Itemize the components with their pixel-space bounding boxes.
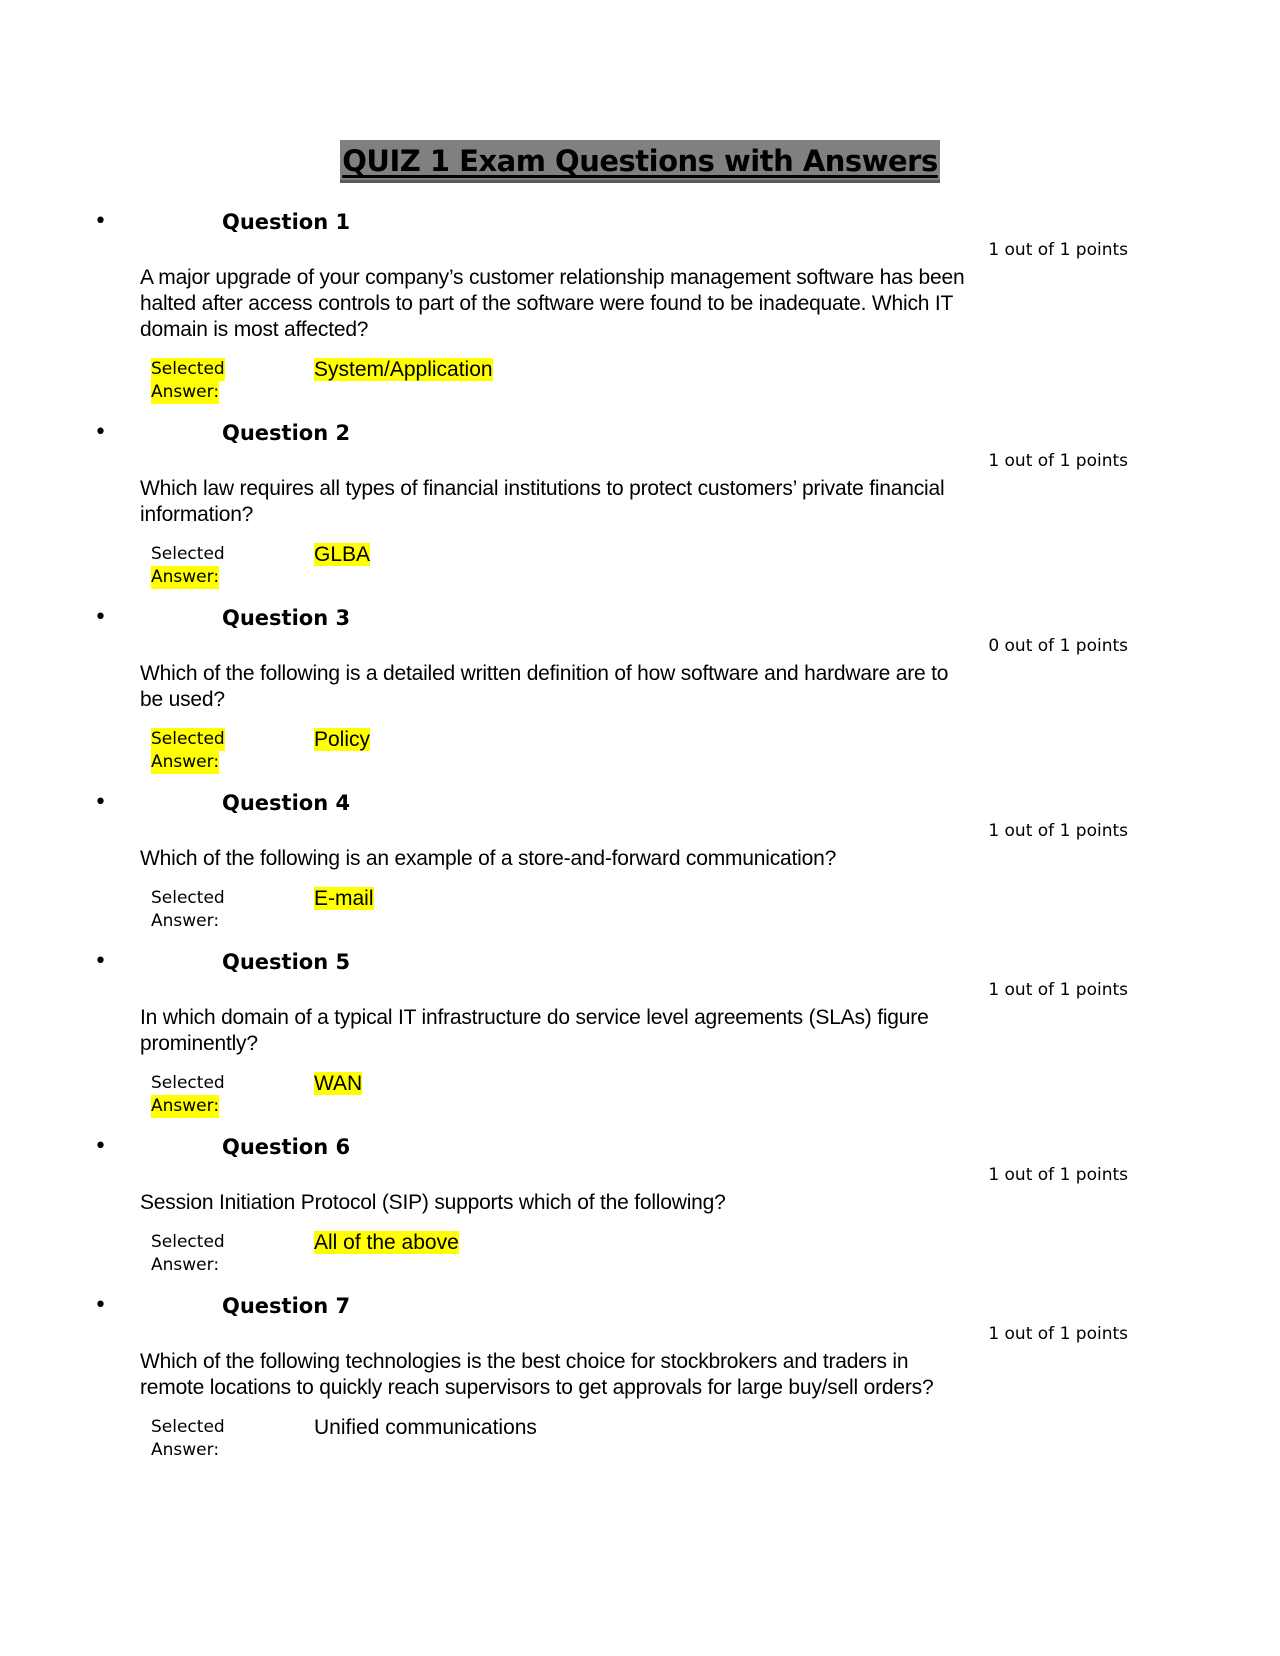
selected-answer-row xyxy=(151,1072,1280,1118)
selected-answer-label xyxy=(151,887,314,933)
question-heading: Question 2 xyxy=(222,421,351,445)
bullet-icon: • xyxy=(94,209,107,234)
question-text-line: Which law requires all types of financial institutions to protect customers’ private financial xyxy=(140,477,945,500)
selected-answer-label xyxy=(151,358,314,404)
question-list xyxy=(0,207,1280,1476)
question-text-line: Which of the following is a detailed written definition of how software and hardware are to xyxy=(140,662,949,685)
label-answer: Answer: xyxy=(151,567,220,587)
question-item xyxy=(0,1291,1280,1476)
points-score: 1 out of 1 points xyxy=(988,1324,1128,1344)
selected-answer-row xyxy=(151,728,1280,774)
question-text-line: Session Initiation Protocol (SIP) supports which of the following? xyxy=(140,1191,726,1214)
question-text xyxy=(140,265,1280,343)
selected-answer-row xyxy=(151,1231,1280,1277)
points-score: 0 out of 1 points xyxy=(988,636,1128,656)
question-text xyxy=(140,476,1280,528)
selected-answer-value: System/Application xyxy=(314,358,493,381)
question-text-line: Which of the following is an example of a store-and-forward communication? xyxy=(140,847,837,870)
selected-answer-value: WAN xyxy=(314,1072,363,1095)
question-heading: Question 5 xyxy=(222,950,351,974)
question-heading: Question 3 xyxy=(222,606,351,630)
selected-answer-value: All of the above xyxy=(314,1231,459,1254)
question-item xyxy=(0,947,1280,1132)
question-heading: Question 7 xyxy=(222,1294,351,1318)
label-answer: Answer: xyxy=(151,382,220,402)
question-text xyxy=(140,661,1280,713)
label-answer: Answer: xyxy=(151,752,220,772)
question-heading: Question 1 xyxy=(222,210,351,234)
label-selected: Selected xyxy=(151,1232,225,1252)
question-text xyxy=(140,1005,1280,1057)
question-text-line: A major upgrade of your company’s customer relationship management software has been xyxy=(140,266,965,289)
question-text xyxy=(140,846,1280,872)
label-answer: Answer: xyxy=(151,1096,220,1116)
label-selected: Selected xyxy=(151,729,225,749)
bullet-icon: • xyxy=(94,420,107,445)
question-heading: Question 4 xyxy=(222,791,351,815)
bullet-icon: • xyxy=(94,605,107,630)
selected-answer-row xyxy=(151,887,1280,933)
question-item xyxy=(0,788,1280,947)
bullet-icon: • xyxy=(94,949,107,974)
points-score: 1 out of 1 points xyxy=(988,821,1128,841)
points-score: 1 out of 1 points xyxy=(988,451,1128,471)
selected-answer-value: Policy xyxy=(314,728,371,751)
question-item xyxy=(0,603,1280,788)
bullet-icon: • xyxy=(94,790,107,815)
question-text xyxy=(140,1349,1280,1401)
selected-answer-label xyxy=(151,728,314,774)
selected-answer-label xyxy=(151,1072,314,1118)
selected-answer-row xyxy=(151,543,1280,589)
question-text-line: domain is most affected? xyxy=(140,318,369,341)
question-item xyxy=(0,1132,1280,1291)
selected-answer-value: GLBA xyxy=(314,543,371,566)
question-text xyxy=(140,1190,1280,1216)
label-answer: Answer: xyxy=(151,1255,220,1275)
question-item xyxy=(0,207,1280,418)
bullet-icon: • xyxy=(94,1293,107,1318)
selected-answer-row xyxy=(151,1416,1280,1462)
selected-answer-label xyxy=(151,1416,314,1462)
question-text-line: be used? xyxy=(140,688,225,711)
question-text-line: In which domain of a typical IT infrastructure do service level agreements (SLAs) figure xyxy=(140,1006,929,1029)
bullet-icon: • xyxy=(94,1134,107,1159)
selected-answer-label xyxy=(151,543,314,589)
selected-answer-label xyxy=(151,1231,314,1277)
question-text-line: Which of the following technologies is the best choice for stockbrokers and traders in xyxy=(140,1350,909,1373)
label-answer: Answer: xyxy=(151,1440,220,1460)
question-text-line: halted after access controls to part of the software were found to be inadequate. Which IT xyxy=(140,292,954,315)
label-answer: Answer: xyxy=(151,911,220,931)
selected-answer-value: E-mail xyxy=(314,887,374,910)
points-score: 1 out of 1 points xyxy=(988,1165,1128,1185)
label-selected: Selected xyxy=(151,888,225,908)
document-title: QUIZ 1 Exam Questions with Answers xyxy=(340,140,939,183)
label-selected: Selected xyxy=(151,1073,225,1093)
question-text-line: remote locations to quickly reach supervisors to get approvals for large buy/sell orders? xyxy=(140,1376,934,1399)
question-text-line: information? xyxy=(140,503,254,526)
points-score: 1 out of 1 points xyxy=(988,980,1128,1000)
question-item xyxy=(0,418,1280,603)
points-score: 1 out of 1 points xyxy=(988,240,1128,260)
label-selected: Selected xyxy=(151,544,225,564)
title-wrap xyxy=(0,140,1280,183)
label-selected: Selected xyxy=(151,359,225,379)
question-text-line: prominently? xyxy=(140,1032,258,1055)
selected-answer-value: Unified communications xyxy=(314,1416,537,1439)
question-heading: Question 6 xyxy=(222,1135,351,1159)
label-selected: Selected xyxy=(151,1417,225,1437)
selected-answer-row xyxy=(151,358,1280,404)
